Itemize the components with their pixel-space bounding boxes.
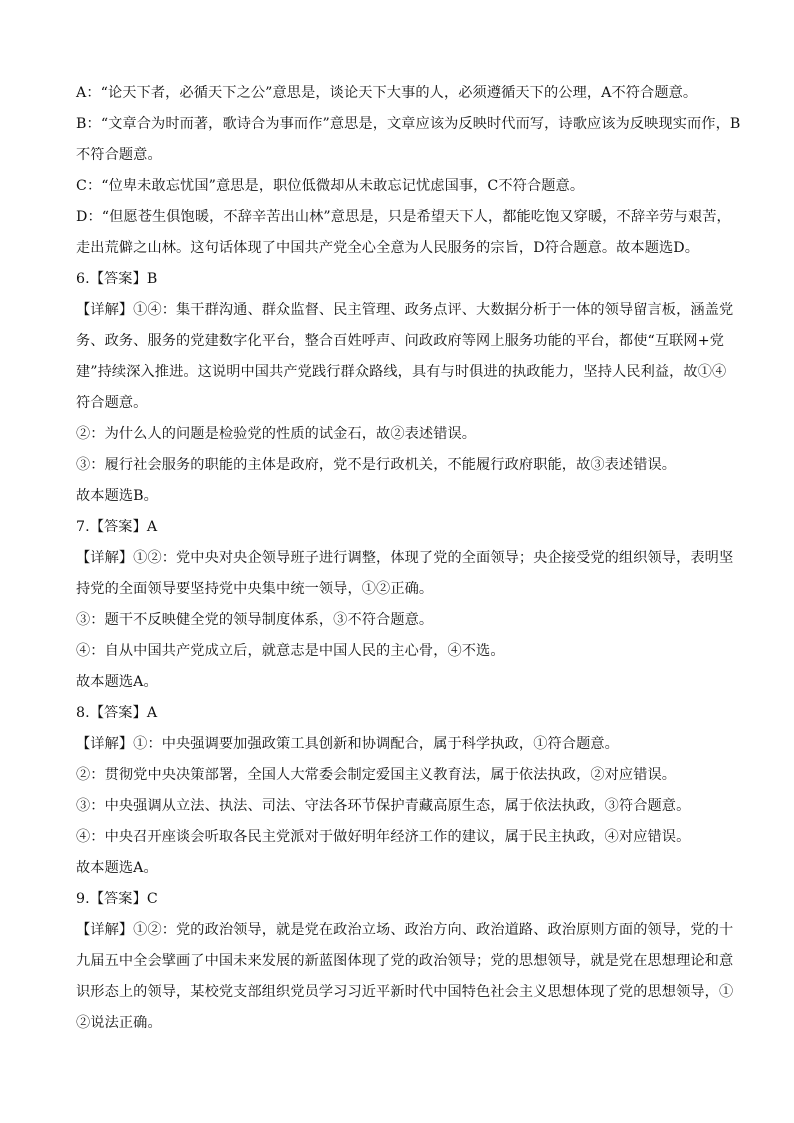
- answer-6-detail-cont: 建”持续深入推进。这说明中国共产党践行群众路线，具有与时俱进的执政能力，坚持人民利益，故①④: [76, 364, 727, 380]
- answer-9-detail-cont: ②说法正确。: [76, 1015, 162, 1031]
- answer-8-conclusion: 故本题选A。: [76, 860, 158, 876]
- option-a-line: A：“论天下者，必循天下之公”意思是，谈论天下大事的人，必须遵循天下的公理，A不符合题意。: [76, 85, 698, 101]
- answer-9-detail-cont: 识形态上的领导，某校党支部组织党员学习习近平新时代中国特色社会主义思想体现了党的思想领导，①: [76, 984, 734, 1000]
- option-d-line-cont: 走出荒僻之山林。这句话体现了中国共产党全心全意为人民服务的宗旨，D符合题意。故本题选D。: [76, 240, 700, 256]
- answer-7-conclusion: 故本题选A。: [76, 674, 158, 690]
- answer-8-item-3: ③：中央强调从立法、执法、司法、守法各环节保护青藏高原生态，属于依法执政，③符合题意。: [76, 798, 691, 814]
- option-b-line-cont: 不符合题意。: [76, 147, 162, 163]
- answer-7-heading: 7.【答案】A: [76, 519, 158, 535]
- answer-6-detail-cont: 务、政务、服务的党建数字化平台，整合百姓呼声、问政政府等网上服务功能的平台，都使“互联网+党: [76, 333, 724, 349]
- option-c-line: C：“位卑未敢忘忧国”意思是，职位低微却从未敢忘记忧虑国事，C不符合题意。: [76, 178, 585, 194]
- answer-6-item-2: ②：为什么人的问题是检验党的性质的试金石，故②表述错误。: [76, 426, 477, 442]
- answer-9-detail: 【详解】①②：党的政治领导，就是党在政治立场、政治方向、政治道路、政治原则方面的领导，党的十: [76, 922, 734, 938]
- answer-7-item-4: ④：自从中国共产党成立后，就意志是中国人民的主心骨，④不选。: [76, 643, 505, 659]
- answer-9-heading: 9.【答案】C: [76, 891, 158, 907]
- option-d-line: D：“但愿苍生俱饱暖，不辞辛苦出山林”意思是，只是希望天下人，都能吃饱又穿暖，不辞辛劳与艰苦，: [76, 209, 731, 225]
- answer-7-detail-cont: 持党的全面领导要坚持党中央集中统一领导，①②正确。: [76, 581, 434, 597]
- answer-8-item-4: ④：中央召开座谈会听取各民主党派对于做好明年经济工作的建议，属于民主执政，④对应错误。: [76, 829, 691, 845]
- answer-text-body: [76, 78, 741, 1039]
- answer-7-item-3: ③：题干不反映健全党的领导制度体系，③不符合题意。: [76, 612, 434, 628]
- answer-8-detail: 【详解】①：中央强调要加强政策工具创新和协调配合，属于科学执政，①符合题意。: [76, 736, 619, 752]
- answer-8-heading: 8.【答案】A: [76, 705, 158, 721]
- answer-6-detail-cont: 符合题意。: [76, 395, 148, 411]
- answer-6-conclusion: 故本题选B。: [76, 488, 158, 504]
- answer-8-item-2: ②：贯彻党中央决策部署，全国人大常委会制定爱国主义教育法，属于依法执政，②对应错误。: [76, 767, 677, 783]
- answer-6-detail: 【详解】①④：集干群沟通、群众监督、民主管理、政务点评、大数据分析于一体的领导留言板，涵盖党: [76, 302, 734, 318]
- answer-9-detail-cont: 九届五中全会擘画了中国未来发展的新蓝图体现了党的政治领导；党的思想领导，就是党在思想理论和意: [76, 953, 734, 969]
- answer-6-item-3: ③：履行社会服务的职能的主体是政府，党不是行政机关，不能履行政府职能，故③表述错误。: [76, 457, 677, 473]
- answer-7-detail: 【详解】①②：党中央对央企领导班子进行调整，体现了党的全面领导；央企接受党的组织领导，表明坚: [76, 550, 734, 566]
- answer-6-heading: 6.【答案】B: [76, 271, 158, 287]
- option-b-line: B：“文章合为时而著，歌诗合为事而作”意思是，文章应该为反映时代而写，诗歌应该为反映现实而作，B: [76, 116, 741, 132]
